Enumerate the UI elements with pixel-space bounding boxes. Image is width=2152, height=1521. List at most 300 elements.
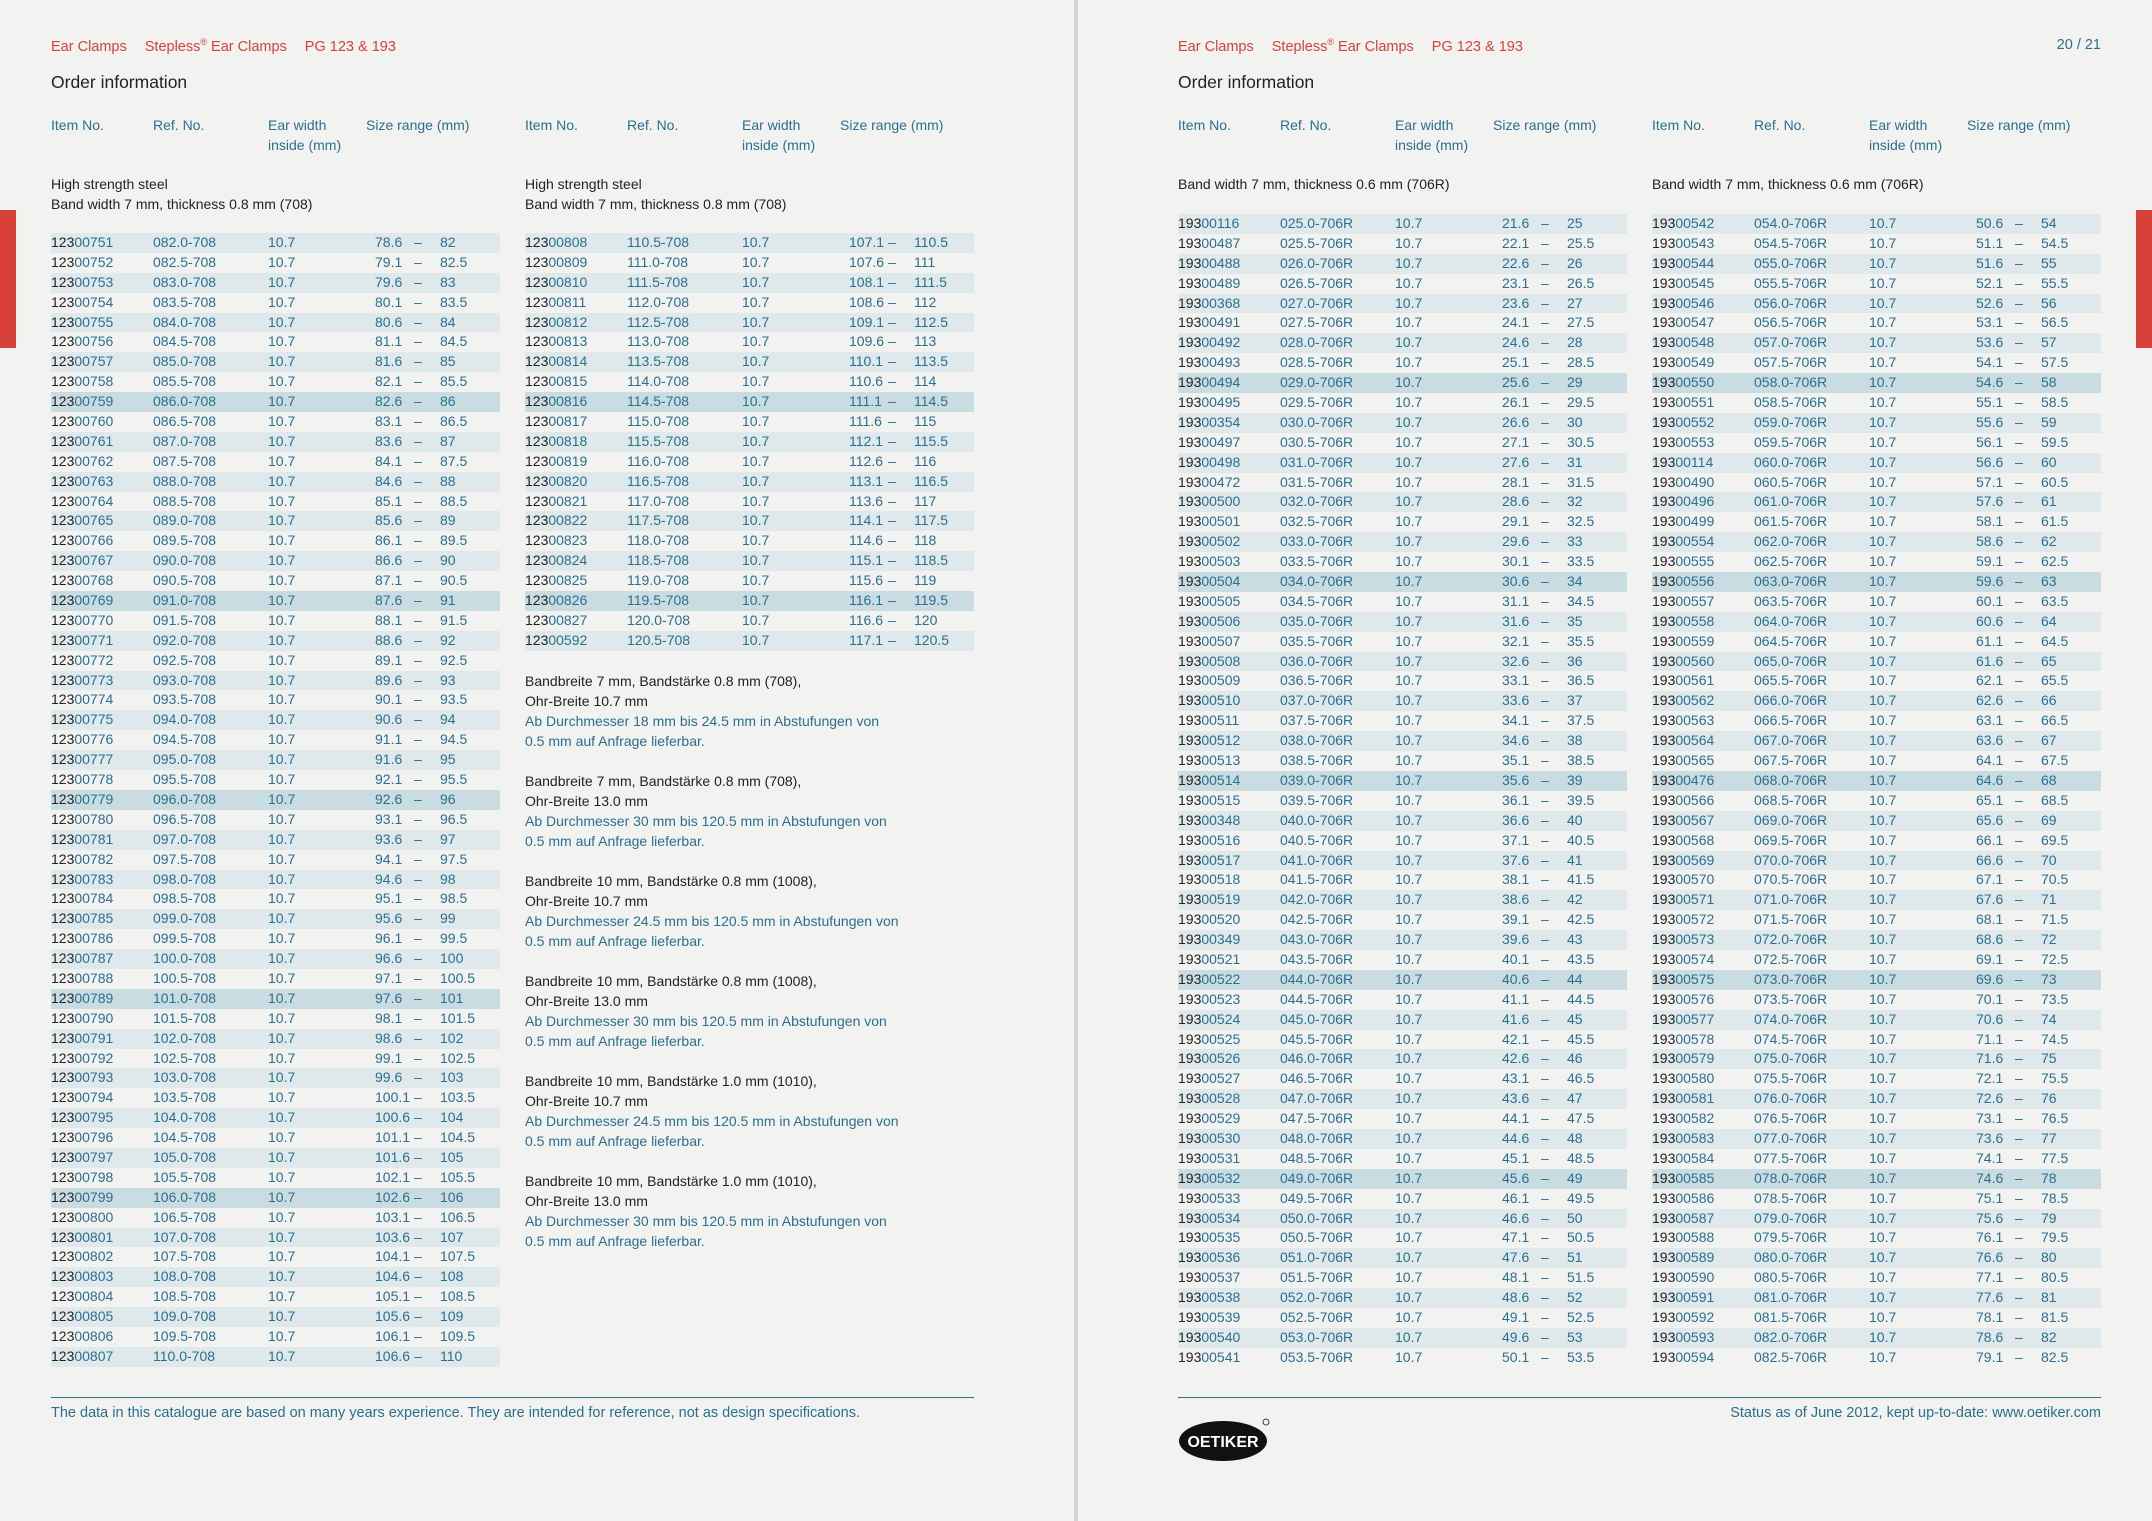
size-dash: – bbox=[2015, 1289, 2023, 1306]
size-dash: – bbox=[414, 810, 422, 827]
ref-number: 054.0-706R bbox=[1754, 215, 1828, 231]
table-row bbox=[525, 611, 974, 631]
item-number: 12300804 bbox=[51, 1288, 114, 1305]
ref-number: 031.5-706R bbox=[1280, 473, 1354, 490]
size-max: 109.5 bbox=[440, 1327, 476, 1344]
item-number: 19300566 bbox=[1652, 791, 1715, 808]
oetiker-logo bbox=[1178, 1418, 1270, 1462]
item-number: 12300753 bbox=[51, 273, 114, 290]
col-ref-no: Ref. No. bbox=[627, 117, 679, 133]
table-row bbox=[1652, 751, 2101, 771]
size-max: 76 bbox=[2041, 1090, 2057, 1107]
item-number: 19300575 bbox=[1652, 970, 1715, 987]
ref-number: 107.0-708 bbox=[153, 1228, 217, 1245]
item-number: 12300800 bbox=[51, 1208, 114, 1225]
ear-width: 10.7 bbox=[1395, 573, 1423, 590]
item-number: 12300761 bbox=[51, 432, 114, 449]
size-min: 76.6 bbox=[1976, 1249, 2004, 1266]
size-min: 39.1 bbox=[1502, 911, 1530, 928]
ear-width: 10.7 bbox=[742, 572, 770, 589]
availability-note: Bandbreite 10 mm, Bandstärke 0.8 mm (1008), Ohr-Breite 10.7 mm Ab Durchmesser 24.5 mm bis 120.5 mm in Abstufungen von 0.5 mm auf Anfrage lieferbar. bbox=[525, 873, 899, 949]
ear-width: 10.7 bbox=[1869, 712, 1897, 729]
col-size-range: Size range (mm) bbox=[1493, 117, 1597, 133]
size-max: 41.5 bbox=[1567, 871, 1595, 888]
ear-width: 10.7 bbox=[268, 1089, 296, 1106]
size-min: 55.6 bbox=[1976, 413, 2004, 430]
item-number: 12300816 bbox=[525, 393, 588, 410]
size-dash: – bbox=[1541, 374, 1549, 391]
table-row bbox=[1652, 671, 2101, 691]
size-max: 43 bbox=[1567, 931, 1583, 948]
size-dash: – bbox=[1541, 652, 1549, 669]
size-dash: – bbox=[888, 413, 896, 430]
item-number: 12300760 bbox=[51, 413, 114, 430]
table-row bbox=[525, 511, 974, 531]
ear-width: 10.7 bbox=[268, 751, 296, 768]
size-min: 100.1 bbox=[375, 1089, 411, 1106]
ear-width: 10.7 bbox=[268, 1148, 296, 1165]
left-page bbox=[0, 0, 1074, 1521]
size-dash: – bbox=[414, 452, 422, 469]
table-row bbox=[1178, 254, 1627, 274]
size-max: 60.5 bbox=[2041, 473, 2069, 490]
ear-width: 10.7 bbox=[1869, 970, 1897, 987]
size-min: 78.1 bbox=[1976, 1308, 2004, 1325]
item-number: 12300820 bbox=[525, 472, 588, 489]
table-row bbox=[1652, 930, 2101, 950]
item-number: 19300493 bbox=[1178, 354, 1241, 371]
size-dash: – bbox=[1541, 1129, 1549, 1146]
table-row bbox=[1178, 751, 1627, 771]
size-max: 25.5 bbox=[1567, 234, 1595, 251]
ear-width: 10.7 bbox=[1395, 1050, 1423, 1067]
table-row bbox=[1178, 333, 1627, 353]
ref-number: 071.5-706R bbox=[1754, 911, 1828, 928]
item-number: 19300516 bbox=[1178, 831, 1241, 848]
size-max: 90.5 bbox=[440, 572, 468, 589]
size-dash: – bbox=[1541, 573, 1549, 590]
size-max: 103.5 bbox=[440, 1089, 476, 1106]
size-min: 81.6 bbox=[375, 353, 403, 370]
size-dash: – bbox=[414, 1208, 422, 1225]
size-min: 52.6 bbox=[1976, 294, 2004, 311]
ref-number: 049.0-706R bbox=[1280, 1169, 1354, 1186]
item-number: 12300752 bbox=[51, 253, 114, 270]
size-min: 100.6 bbox=[375, 1109, 411, 1126]
size-dash: – bbox=[1541, 1209, 1549, 1226]
item-number: 19300564 bbox=[1652, 732, 1715, 749]
ref-number: 094.0-708 bbox=[153, 711, 217, 728]
item-number: 12300808 bbox=[525, 234, 588, 250]
size-max: 66 bbox=[2041, 692, 2057, 709]
size-min: 59.1 bbox=[1976, 553, 2004, 570]
size-dash: – bbox=[414, 532, 422, 549]
table-row bbox=[1652, 791, 2101, 811]
size-dash: – bbox=[2015, 553, 2023, 570]
size-dash: – bbox=[414, 333, 422, 350]
size-min: 69.6 bbox=[1976, 970, 2004, 987]
size-min: 37.6 bbox=[1502, 851, 1530, 868]
size-max: 62 bbox=[2041, 533, 2057, 550]
ear-width: 10.7 bbox=[268, 253, 296, 270]
ref-number: 102.5-708 bbox=[153, 1049, 217, 1066]
size-dash: – bbox=[1541, 1070, 1549, 1087]
item-number: 19300354 bbox=[1178, 413, 1241, 430]
size-max: 77.5 bbox=[2041, 1149, 2069, 1166]
item-number: 19300492 bbox=[1178, 334, 1241, 351]
ref-number: 036.0-706R bbox=[1280, 652, 1354, 669]
ear-width: 10.7 bbox=[268, 472, 296, 489]
item-number: 19300490 bbox=[1652, 473, 1715, 490]
ref-number: 107.5-708 bbox=[153, 1248, 217, 1265]
ref-number: 041.5-706R bbox=[1280, 871, 1354, 888]
size-max: 89 bbox=[440, 512, 456, 529]
size-dash: – bbox=[888, 234, 896, 250]
size-dash: – bbox=[414, 711, 422, 728]
ref-number: 059.0-706R bbox=[1754, 413, 1828, 430]
size-dash: – bbox=[414, 1109, 422, 1126]
ear-width: 10.7 bbox=[1869, 1289, 1897, 1306]
size-max: 48 bbox=[1567, 1129, 1583, 1146]
item-number: 19300541 bbox=[1178, 1348, 1241, 1365]
table-row bbox=[51, 1029, 500, 1049]
size-max: 33 bbox=[1567, 533, 1583, 550]
size-dash: – bbox=[1541, 413, 1549, 430]
ref-number: 029.0-706R bbox=[1280, 374, 1354, 391]
size-max: 94 bbox=[440, 711, 456, 728]
ear-width: 10.7 bbox=[1395, 592, 1423, 609]
size-min: 70.6 bbox=[1976, 1010, 2004, 1027]
size-max: 82 bbox=[440, 234, 456, 250]
ear-width: 10.7 bbox=[1395, 374, 1423, 391]
ear-width: 10.7 bbox=[742, 472, 770, 489]
size-max: 49.5 bbox=[1567, 1189, 1595, 1206]
ref-number: 118.5-708 bbox=[627, 552, 690, 569]
item-number: 19300503 bbox=[1178, 553, 1241, 570]
size-min: 62.1 bbox=[1976, 672, 2004, 689]
table-row bbox=[525, 571, 974, 591]
size-min: 59.6 bbox=[1976, 573, 2004, 590]
ear-width: 10.7 bbox=[1869, 692, 1897, 709]
size-min: 26.6 bbox=[1502, 413, 1530, 430]
size-min: 108.6 bbox=[849, 293, 885, 310]
table-row bbox=[1178, 1109, 1627, 1129]
item-number: 12300801 bbox=[51, 1228, 114, 1245]
item-number: 19300542 bbox=[1652, 215, 1715, 231]
table-row bbox=[1178, 970, 1627, 990]
ear-width: 10.7 bbox=[1869, 1090, 1897, 1107]
size-max: 34.5 bbox=[1567, 592, 1595, 609]
table-row bbox=[1652, 333, 2101, 353]
size-dash: – bbox=[2015, 990, 2023, 1007]
ear-width: 10.7 bbox=[1395, 334, 1423, 351]
size-dash: – bbox=[414, 293, 422, 310]
ref-number: 063.5-706R bbox=[1754, 592, 1828, 609]
ref-number: 109.5-708 bbox=[153, 1327, 217, 1344]
size-min: 60.6 bbox=[1976, 612, 2004, 629]
size-max: 52.5 bbox=[1567, 1308, 1595, 1325]
item-number: 12300827 bbox=[525, 611, 588, 628]
size-dash: – bbox=[414, 691, 422, 708]
size-min: 85.6 bbox=[375, 512, 403, 529]
size-max: 64.5 bbox=[2041, 632, 2069, 649]
size-min: 52.1 bbox=[1976, 274, 2004, 291]
ear-width: 10.7 bbox=[1395, 811, 1423, 828]
ear-width: 10.7 bbox=[742, 234, 770, 250]
table-row bbox=[1178, 1129, 1627, 1149]
table-row bbox=[51, 1049, 500, 1069]
size-dash: – bbox=[414, 1228, 422, 1245]
table-row bbox=[525, 472, 974, 492]
ear-width: 10.7 bbox=[1869, 831, 1897, 848]
size-min: 42.6 bbox=[1502, 1050, 1530, 1067]
size-min: 77.1 bbox=[1976, 1269, 2004, 1286]
size-dash: – bbox=[2015, 413, 2023, 430]
group-heading: High strength steel Band width 7 mm, thickness 0.8 mm (708) bbox=[525, 176, 787, 212]
item-number: 12300794 bbox=[51, 1089, 114, 1106]
ref-number: 040.5-706R bbox=[1280, 831, 1354, 848]
size-min: 108.1 bbox=[849, 273, 885, 290]
size-dash: – bbox=[414, 273, 422, 290]
table-row bbox=[1652, 473, 2101, 493]
item-number: 12300771 bbox=[51, 631, 114, 648]
table-row bbox=[1178, 1268, 1627, 1288]
availability-note: Bandbreite 10 mm, Bandstärke 0.8 mm (1008), Ohr-Breite 13.0 mm Ab Durchmesser 30 mm bis 120.5 mm in Abstufungen von 0.5 mm auf Anfrage lieferbar. bbox=[525, 973, 887, 1049]
size-min: 53.1 bbox=[1976, 314, 2004, 331]
size-min: 28.1 bbox=[1502, 473, 1530, 490]
ref-number: 067.0-706R bbox=[1754, 732, 1828, 749]
size-max: 108 bbox=[440, 1268, 464, 1285]
item-number: 19300589 bbox=[1652, 1249, 1715, 1266]
ref-number: 048.5-706R bbox=[1280, 1149, 1354, 1166]
ear-width: 10.7 bbox=[268, 1248, 296, 1265]
size-max: 49 bbox=[1567, 1169, 1583, 1186]
item-number: 12300825 bbox=[525, 572, 588, 589]
size-max: 40.5 bbox=[1567, 831, 1595, 848]
item-number: 19300587 bbox=[1652, 1209, 1715, 1226]
size-min: 113.1 bbox=[849, 472, 883, 489]
table-row bbox=[51, 1208, 500, 1228]
table-row bbox=[1178, 552, 1627, 572]
table-row bbox=[51, 949, 500, 969]
size-max: 80 bbox=[2041, 1249, 2057, 1266]
table-row bbox=[1652, 890, 2101, 910]
column-headers bbox=[1178, 115, 1627, 155]
size-min: 63.6 bbox=[1976, 732, 2004, 749]
col-item-no: Item No. bbox=[1178, 117, 1231, 133]
size-max: 27.5 bbox=[1567, 314, 1595, 331]
table-row bbox=[1178, 950, 1627, 970]
size-dash: – bbox=[1541, 1149, 1549, 1166]
size-max: 81.5 bbox=[2041, 1308, 2069, 1325]
item-number: 12300786 bbox=[51, 930, 114, 947]
size-max: 98 bbox=[440, 870, 456, 887]
table-row bbox=[1652, 373, 2101, 393]
size-max: 52 bbox=[1567, 1289, 1583, 1306]
size-min: 22.1 bbox=[1502, 234, 1530, 251]
ref-number: 057.0-706R bbox=[1754, 334, 1828, 351]
ref-number: 068.5-706R bbox=[1754, 791, 1828, 808]
item-number: 19300576 bbox=[1652, 990, 1715, 1007]
size-min: 85.1 bbox=[375, 492, 403, 509]
size-max: 116 bbox=[914, 452, 937, 469]
size-dash: – bbox=[1541, 1030, 1549, 1047]
col-ear-width: Ear width inside (mm) bbox=[742, 117, 816, 153]
ear-width: 10.7 bbox=[268, 691, 296, 708]
size-min: 89.6 bbox=[375, 671, 403, 688]
size-max: 115.5 bbox=[914, 432, 948, 449]
size-min: 92.1 bbox=[375, 771, 403, 788]
table-row bbox=[51, 531, 500, 551]
item-number: 19300538 bbox=[1178, 1289, 1241, 1306]
table-row bbox=[1178, 791, 1627, 811]
size-min: 111.1 bbox=[849, 393, 882, 410]
col-size-range: Size range (mm) bbox=[1967, 117, 2071, 133]
ear-width: 10.7 bbox=[1395, 1189, 1423, 1206]
item-number: 19300571 bbox=[1652, 891, 1715, 908]
size-max: 32.5 bbox=[1567, 513, 1595, 530]
size-dash: – bbox=[1541, 433, 1549, 450]
ear-width: 10.7 bbox=[1869, 1189, 1897, 1206]
ear-width: 10.7 bbox=[1869, 891, 1897, 908]
size-min: 95.6 bbox=[375, 910, 403, 927]
item-number: 19300533 bbox=[1178, 1189, 1241, 1206]
ear-width: 10.7 bbox=[1395, 274, 1423, 291]
size-min: 115.6 bbox=[849, 572, 883, 589]
ear-width: 10.7 bbox=[1869, 632, 1897, 649]
size-dash: – bbox=[414, 1069, 422, 1086]
ref-number: 100.5-708 bbox=[153, 969, 217, 986]
size-max: 118.5 bbox=[914, 552, 948, 569]
col-ear-width: Ear width inside (mm) bbox=[1395, 117, 1469, 153]
table-row bbox=[51, 770, 500, 790]
table-row bbox=[51, 790, 500, 810]
size-dash: – bbox=[2015, 215, 2023, 231]
size-dash: – bbox=[1541, 1269, 1549, 1286]
item-number: 19300593 bbox=[1652, 1328, 1715, 1345]
table-row bbox=[51, 651, 500, 671]
ref-number: 106.0-708 bbox=[153, 1188, 217, 1205]
size-dash: – bbox=[2015, 314, 2023, 331]
ear-width: 10.7 bbox=[268, 810, 296, 827]
item-number: 12300819 bbox=[525, 452, 588, 469]
size-dash: – bbox=[2015, 732, 2023, 749]
item-number: 12300811 bbox=[525, 293, 587, 310]
item-number: 19300498 bbox=[1178, 453, 1241, 470]
ref-number: 088.5-708 bbox=[153, 492, 217, 509]
item-number: 12300822 bbox=[525, 512, 588, 529]
table-row bbox=[1178, 592, 1627, 612]
table-row bbox=[1652, 552, 2101, 572]
item-number: 19300476 bbox=[1652, 771, 1715, 788]
size-dash: – bbox=[1541, 533, 1549, 550]
size-min: 58.6 bbox=[1976, 533, 2004, 550]
ref-number: 042.5-706R bbox=[1280, 911, 1354, 928]
size-min: 24.1 bbox=[1502, 314, 1530, 331]
size-min: 23.6 bbox=[1502, 294, 1530, 311]
item-number: 12300790 bbox=[51, 1009, 114, 1026]
size-dash: – bbox=[1541, 1328, 1549, 1345]
size-min: 78.6 bbox=[1976, 1328, 2004, 1345]
size-max: 44 bbox=[1567, 970, 1583, 987]
table-row bbox=[51, 452, 500, 472]
ear-width: 10.7 bbox=[1395, 433, 1423, 450]
running-header bbox=[51, 37, 414, 55]
table-row bbox=[1652, 214, 2101, 234]
ear-width: 10.7 bbox=[1869, 1149, 1897, 1166]
size-min: 54.6 bbox=[1976, 374, 2004, 391]
size-dash: – bbox=[414, 611, 422, 628]
table-row bbox=[51, 830, 500, 850]
table-row bbox=[1178, 313, 1627, 333]
size-dash: – bbox=[2015, 1169, 2023, 1186]
size-max: 88 bbox=[440, 472, 456, 489]
ref-number: 038.5-706R bbox=[1280, 752, 1354, 769]
size-min: 47.6 bbox=[1502, 1249, 1530, 1266]
size-min: 21.6 bbox=[1502, 215, 1530, 231]
ref-number: 034.5-706R bbox=[1280, 592, 1354, 609]
table-row bbox=[1652, 1010, 2101, 1030]
size-max: 92 bbox=[440, 631, 456, 648]
size-max: 103 bbox=[440, 1069, 464, 1086]
size-max: 117 bbox=[914, 492, 937, 509]
ear-width: 10.7 bbox=[1869, 1348, 1897, 1365]
size-max: 56 bbox=[2041, 294, 2057, 311]
ear-width: 10.7 bbox=[268, 850, 296, 867]
size-max: 105.5 bbox=[440, 1168, 476, 1185]
table-row bbox=[1178, 1069, 1627, 1089]
size-min: 71.6 bbox=[1976, 1050, 2004, 1067]
table-row bbox=[51, 253, 500, 273]
table-row bbox=[1178, 632, 1627, 652]
page-title: Order information bbox=[1178, 72, 1315, 92]
ref-number: 078.5-706R bbox=[1754, 1189, 1828, 1206]
item-number: 19300573 bbox=[1652, 931, 1715, 948]
table-row bbox=[1652, 433, 2101, 453]
size-min: 49.6 bbox=[1502, 1328, 1530, 1345]
ref-number: 092.5-708 bbox=[153, 651, 217, 668]
size-min: 107.1 bbox=[849, 234, 885, 250]
table-row bbox=[1652, 234, 2101, 254]
ear-width: 10.7 bbox=[268, 512, 296, 529]
size-max: 61 bbox=[2041, 493, 2057, 510]
size-min: 110.6 bbox=[849, 373, 883, 390]
item-number: 12300754 bbox=[51, 293, 114, 310]
size-min: 107.6 bbox=[849, 253, 885, 270]
item-number: 19300521 bbox=[1178, 950, 1241, 967]
table-row bbox=[1178, 1248, 1627, 1268]
table-row bbox=[1652, 254, 2101, 274]
size-dash: – bbox=[1541, 553, 1549, 570]
table-row bbox=[1652, 632, 2101, 652]
size-min: 94.6 bbox=[375, 870, 403, 887]
size-min: 82.6 bbox=[375, 393, 403, 410]
ear-width: 10.7 bbox=[268, 1129, 296, 1146]
ref-number: 108.5-708 bbox=[153, 1288, 217, 1305]
ear-width: 10.7 bbox=[268, 1009, 296, 1026]
ref-number: 067.5-706R bbox=[1754, 752, 1828, 769]
size-max: 46 bbox=[1567, 1050, 1583, 1067]
ref-number: 072.5-706R bbox=[1754, 950, 1828, 967]
size-dash: – bbox=[2015, 254, 2023, 271]
ear-width: 10.7 bbox=[742, 492, 770, 509]
ref-number: 058.0-706R bbox=[1754, 374, 1828, 391]
table-row bbox=[1652, 413, 2101, 433]
size-dash: – bbox=[414, 671, 422, 688]
size-dash: – bbox=[1541, 950, 1549, 967]
size-max: 47 bbox=[1567, 1090, 1583, 1107]
size-dash: – bbox=[1541, 831, 1549, 848]
